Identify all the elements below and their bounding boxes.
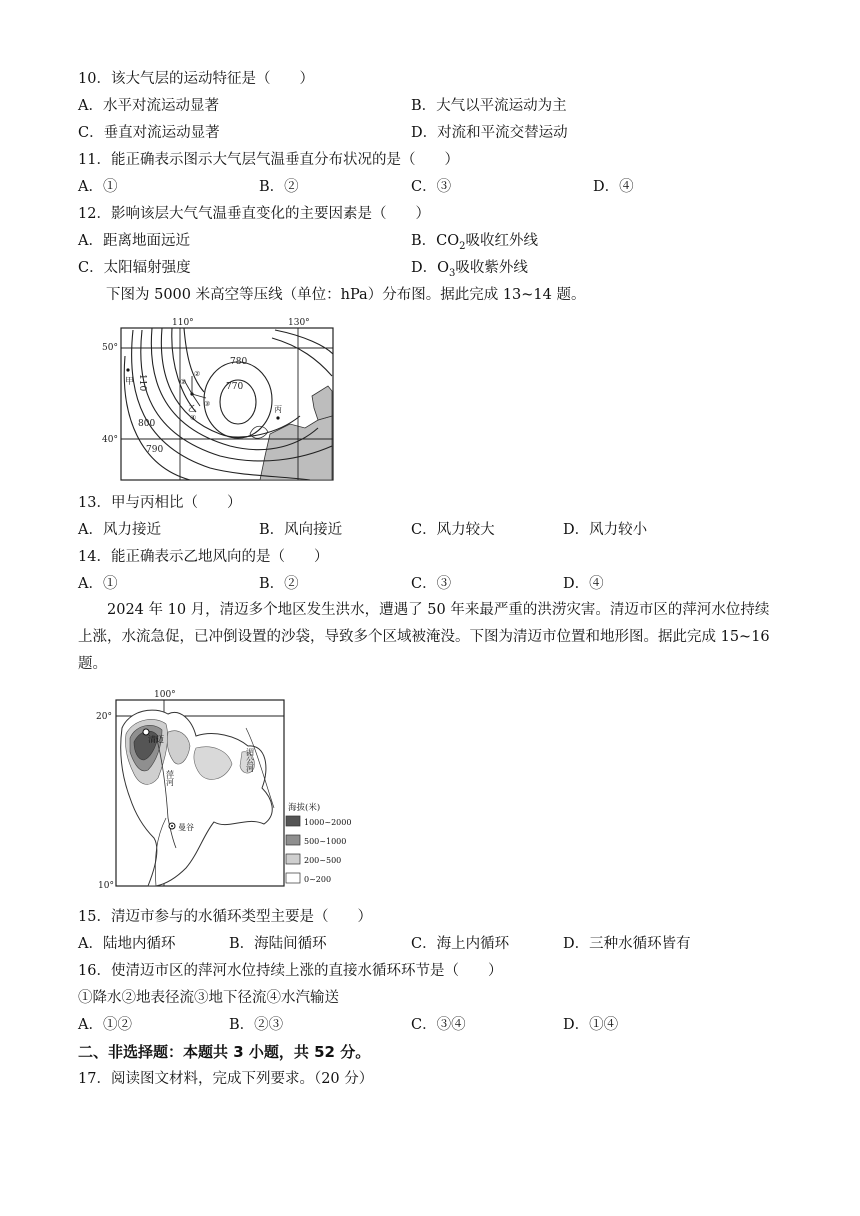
q14-option-b: B．② bbox=[259, 576, 299, 592]
q16-option-a: A．①② bbox=[78, 1017, 132, 1033]
isobar-label-770: 770 bbox=[226, 382, 244, 392]
q15-option-c: C．海上内循环 bbox=[411, 936, 510, 952]
q14-option-c: C．③ bbox=[411, 576, 452, 592]
isobar-label-800: 800 bbox=[138, 419, 156, 429]
q14-option-d: D．④ bbox=[563, 576, 604, 592]
q11-option-d: D．④ bbox=[593, 179, 634, 195]
q14-option-a: A．① bbox=[78, 576, 118, 592]
lat-label-50: 50° bbox=[102, 343, 118, 353]
legend-label: 200~500 bbox=[304, 856, 342, 865]
legend-label: 1000~2000 bbox=[304, 818, 352, 827]
isobar-label-780: 780 bbox=[230, 357, 248, 367]
place-bangkok: 曼谷 bbox=[178, 823, 194, 832]
q16-items: ①降水②地表径流③地下径流④水汽输送 bbox=[78, 990, 339, 1006]
arrow-2-label: ② bbox=[194, 370, 201, 378]
q17-stem: 17．阅读图文材料，完成下列要求。（20 分） bbox=[78, 1071, 374, 1087]
arrow-3-label: ③ bbox=[204, 400, 211, 408]
isobar-label-790: 790 bbox=[146, 445, 164, 455]
q16-option-d: D．①④ bbox=[563, 1017, 619, 1033]
q13-stem: 13．甲与丙相比（ ） bbox=[78, 495, 242, 511]
place-yi: 乙 bbox=[188, 404, 196, 413]
legend-swatch bbox=[286, 816, 300, 826]
q10-option-d: D．对流和平流交替运动 bbox=[411, 125, 568, 141]
lon-label-100: 100° bbox=[154, 690, 176, 700]
q13-option-a: A．风力接近 bbox=[78, 522, 161, 538]
q12-option-c: C．太阳辐射强度 bbox=[78, 260, 191, 276]
place-bing: 丙 bbox=[274, 405, 282, 414]
legend-swatch bbox=[286, 873, 300, 883]
arrow-4-label: ④ bbox=[190, 414, 197, 422]
legend-label: 0~200 bbox=[304, 875, 332, 884]
q12-option-d: D．$O_3$吸收紫外线 bbox=[411, 260, 528, 279]
place-jia: 甲 bbox=[125, 377, 135, 387]
place-ping-river: 萍河 bbox=[165, 770, 175, 786]
legend-swatch bbox=[286, 835, 300, 845]
elevation-legend bbox=[286, 816, 351, 884]
q13-option-b: B．风向接近 bbox=[259, 522, 343, 538]
legend-title: 海拔(米) bbox=[288, 803, 321, 813]
q10-option-c: C．垂直对流运动显著 bbox=[78, 125, 220, 141]
chiangmai-terrain-map bbox=[96, 688, 356, 892]
q12-option-b: B．$CO_2$吸收红外线 bbox=[411, 233, 539, 252]
legend-swatch bbox=[286, 854, 300, 864]
q12-stem: 12．影响该层大气气温垂直变化的主要因素是（ ） bbox=[78, 206, 430, 222]
q11-option-c: C．③ bbox=[411, 179, 452, 195]
lon-label-110: 110° bbox=[172, 318, 194, 328]
lat-label-40: 40° bbox=[102, 435, 118, 445]
q15-option-b: B．海陆间循环 bbox=[229, 936, 327, 952]
isobar-map bbox=[100, 316, 340, 484]
legend-label: 500~1000 bbox=[304, 837, 347, 846]
intro-15-16: 2024 年 10 月，清迈多个地区发生洪水，遭遇了 50 年来最严重的洪涝灾害。清迈市区的萍河水位持续上涨，水流急促，已冲倒设置的沙袋，导致多个区域被淹没。下图为清迈市位置和地形图。据此完成 15~16 题。 bbox=[78, 602, 770, 672]
q15-option-d: D．三种水循环皆有 bbox=[563, 936, 691, 952]
q14-stem: 14．能正确表示乙地风向的是（ ） bbox=[78, 549, 329, 565]
place-chiangmai: 清迈 bbox=[148, 735, 164, 744]
lat-label-10: 10° bbox=[98, 881, 114, 891]
q11-option-b: B．② bbox=[259, 179, 299, 195]
section-2-heading: 二、非选择题：本题共 3 小题，共 52 分。 bbox=[78, 1043, 371, 1061]
q16-option-b: B．②③ bbox=[229, 1017, 284, 1033]
q16-stem: 16．使清迈市区的萍河水位持续上涨的直接水循环环节是（ ） bbox=[78, 963, 503, 979]
lat-label-20: 20° bbox=[96, 712, 112, 722]
q11-stem: 11．能正确表示图示大气层气温垂直分布状况的是（ ） bbox=[78, 152, 459, 168]
intro-13-14: 下图为 5000 米高空等压线（单位：hPa）分布图。据此完成 13~14 题。 bbox=[106, 287, 586, 303]
q10-option-a: A．水平对流运动显著 bbox=[78, 98, 219, 114]
q13-option-d: D．风力较小 bbox=[563, 522, 648, 538]
place-mekong-river: 湄公河 bbox=[245, 748, 255, 772]
q12-option-a: A．距离地面远近 bbox=[78, 233, 190, 249]
q15-stem: 15．清迈市参与的水循环类型主要是（ ） bbox=[78, 909, 372, 925]
q11-option-a: A．① bbox=[78, 179, 118, 195]
isobar-label-810: 110 bbox=[137, 374, 147, 392]
lon-label-130: 130° bbox=[288, 318, 310, 328]
q15-option-a: A．陆地内循环 bbox=[78, 936, 176, 952]
q13-option-c: C．风力较大 bbox=[411, 522, 495, 538]
arrow-1-label: ① bbox=[180, 378, 187, 386]
q10-stem: 10．该大气层的运动特征是（ ） bbox=[78, 71, 314, 87]
q10-option-b: B．大气以平流运动为主 bbox=[411, 98, 567, 114]
q16-option-c: C．③④ bbox=[411, 1017, 466, 1033]
